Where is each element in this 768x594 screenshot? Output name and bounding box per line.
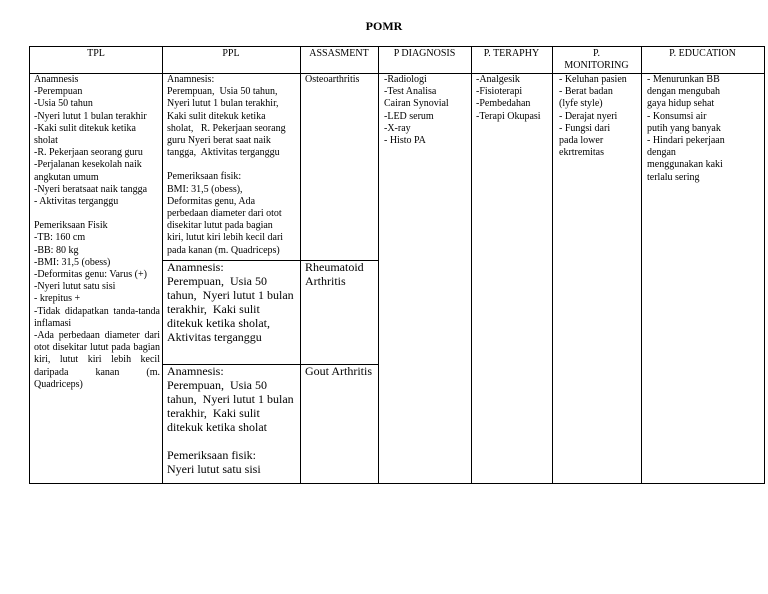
assasment-line: Osteoarthritis — [305, 74, 360, 85]
diagnosis-line: Cairan Synovial — [384, 98, 449, 110]
ppl-line: ditekuk ketika sholat — [167, 420, 267, 434]
monitoring-cell — [559, 74, 641, 159]
terapi-line: -Fisioterapi — [476, 86, 523, 98]
ppl-line: disekitar lutut pada bagian — [167, 220, 273, 232]
education-line: - Konsumsi air — [647, 110, 707, 122]
tpl-line: -Perempuan — [34, 86, 83, 98]
ppl-line: tahun, Nyeri lutut 1 bulan — [167, 392, 294, 406]
ppl-line — [167, 434, 299, 448]
education-line: menggunakan kaki — [647, 159, 723, 171]
ppl-rheumatoid-cell — [167, 260, 299, 344]
monitoring-line: - Berat badan — [559, 86, 613, 98]
tpl-line: -Nyeri lutut satu sisi — [34, 281, 116, 293]
tpl-diameter: -Ada perbedaan diameter dari otot disekitar lutut pada bagian kiri, lutut kiri lebih kecil daripada kanan (m. Quadriceps) — [34, 330, 163, 390]
tpl-line: -R. Pekerjaan seorang guru — [34, 147, 143, 159]
ppl-line: guru Nyeri berat saat naik — [167, 135, 271, 147]
assasment-osteoarthritis — [305, 74, 377, 86]
ppl-line: Aktivitas terganggu — [167, 330, 262, 344]
tpl-line: -BB: 80 kg — [34, 244, 79, 256]
tpl-line: angkutan umum — [34, 171, 99, 183]
page-title: POMR — [365, 19, 403, 33]
tpl-inflamasi: -Tidak didapatkan tanda-tanda inflamasi — [34, 305, 163, 329]
tpl-line: sholat — [34, 135, 58, 147]
ppl-line: Kaki sulit ditekuk ketika — [167, 110, 266, 122]
header-assasment: ASSASMENT — [309, 48, 369, 59]
ppl-line — [167, 159, 299, 171]
assasment-line: Arthritis — [305, 274, 346, 288]
ppl-line: Perempuan, Usia 50 — [167, 274, 267, 288]
diagnosis-line: - Histo PA — [384, 135, 426, 147]
column-divider — [300, 47, 301, 483]
monitoring-line: - Derajat nyeri — [559, 110, 618, 122]
ppl-line: kiri, lutut kiri lebih kecil dari — [167, 232, 284, 244]
monitoring-line: - Fungsi dari — [559, 122, 611, 134]
assasment-line: Rheumatoid — [305, 260, 364, 274]
education-line: - Hindari pekerjaan — [647, 135, 725, 147]
tpl-line: -Nyeri lutut 1 bulan terakhir — [34, 110, 147, 122]
header-tpl: TPL — [87, 48, 105, 59]
tpl-line: -Deformitas genu: Varus (+) — [34, 269, 147, 281]
monitoring-line: - Keluhan pasien — [559, 74, 627, 85]
header-ppl: PPL — [222, 48, 240, 59]
education-line: - Menurunkan BB — [647, 74, 720, 85]
column-divider — [552, 47, 553, 483]
column-divider — [378, 47, 379, 483]
assasment-gout — [305, 364, 377, 378]
ppl-line: Anamnesis: — [167, 74, 215, 85]
ppl-line: Perempuan, Usia 50 tahun, — [167, 86, 278, 98]
monitoring-line: (lyfe style) — [559, 98, 603, 110]
tpl-line: Pemeriksaan Fisik — [34, 220, 108, 232]
header-p-teraphy: P. TERAPHY — [483, 48, 540, 59]
pomr-table — [29, 46, 765, 484]
diagnosis-line: -X-ray — [384, 122, 411, 134]
terapi-line: -Analgesik — [476, 74, 520, 85]
ppl-line: Pemeriksaan fisik: — [167, 448, 256, 462]
ppl-line: terakhir, Kaki sulit — [167, 302, 260, 316]
ppl-line: tahun, Nyeri lutut 1 bulan — [167, 288, 294, 302]
ppl-line: pada kanan (m. Quadriceps) — [167, 244, 280, 256]
tpl-line: -Kaki sulit ditekuk ketika — [34, 122, 136, 134]
diagnosis-line: -Test Analisa — [384, 86, 437, 98]
tpl-cell — [34, 74, 163, 391]
ppl-line: Anamnesis: — [167, 364, 224, 378]
terapi-cell — [476, 74, 552, 123]
tpl-line: Anamnesis — [34, 74, 79, 85]
monitoring-line: ekrtremitas — [559, 147, 604, 159]
column-divider — [641, 47, 642, 483]
ppl-gout-cell — [167, 364, 299, 476]
terapi-line: -Terapi Okupasi — [476, 110, 541, 122]
tpl-line: - Aktivitas terganggu — [34, 196, 119, 208]
diagnosis-cell — [384, 74, 470, 147]
tpl-line: -BMI: 31,5 (obess) — [34, 256, 111, 268]
tpl-line: -Nyeri beratsaat naik tangga — [34, 183, 148, 195]
education-line: dengan — [647, 147, 676, 159]
education-line: dengan mengubah — [647, 86, 721, 98]
tpl-line: - krepitus + — [34, 293, 81, 305]
tpl-line — [34, 208, 160, 220]
ppl-line: Nyeri lutut satu sisi — [167, 462, 261, 476]
terapi-line: -Pembedahan — [476, 98, 531, 110]
monitoring-line: pada lower — [559, 135, 604, 147]
education-line: gaya hidup sehat — [647, 98, 715, 110]
header-p-monitoring: P. MONITORING — [564, 48, 629, 71]
assasment-line: Gout Arthritis — [305, 364, 373, 378]
ppl-line: BMI: 31,5 (obess), — [167, 183, 243, 195]
ppl-line: terakhir, Kaki sulit — [167, 406, 260, 420]
ppl-line: tangga, Aktivitas terganggu — [167, 147, 280, 159]
ppl-osteoarthritis-cell — [167, 74, 299, 257]
diagnosis-line: -Radiologi — [384, 74, 427, 85]
tpl-line: -TB: 160 cm — [34, 232, 86, 244]
column-divider — [471, 47, 472, 483]
ppl-line: Nyeri lutut 1 bulan terakhir, — [167, 98, 279, 110]
header-p-diagnosis: P DIAGNOSIS — [393, 48, 456, 59]
ppl-line: Perempuan, Usia 50 — [167, 378, 267, 392]
diagnosis-line: -LED serum — [384, 110, 434, 122]
ppl-line: Pemeriksaan fisik: — [167, 171, 242, 183]
ppl-line: sholat, R. Pekerjaan seorang — [167, 122, 286, 134]
education-cell — [647, 74, 763, 184]
header-p-education: P. EDUCATION — [669, 48, 736, 59]
education-line: putih yang banyak — [647, 122, 721, 134]
education-line: terlalu sering — [647, 171, 700, 183]
column-divider — [162, 47, 163, 483]
ppl-line: ditekuk ketika sholat, — [167, 316, 270, 330]
tpl-line: -Usia 50 tahun — [34, 98, 93, 110]
tpl-line: -Perjalanan kesekolah naik — [34, 159, 142, 171]
assasment-rheumatoid — [305, 260, 377, 288]
ppl-line: Anamnesis: — [167, 260, 224, 274]
ppl-line: Deformitas genu, Ada — [167, 195, 256, 207]
ppl-line: perbedaan diameter dari otot — [167, 208, 282, 220]
